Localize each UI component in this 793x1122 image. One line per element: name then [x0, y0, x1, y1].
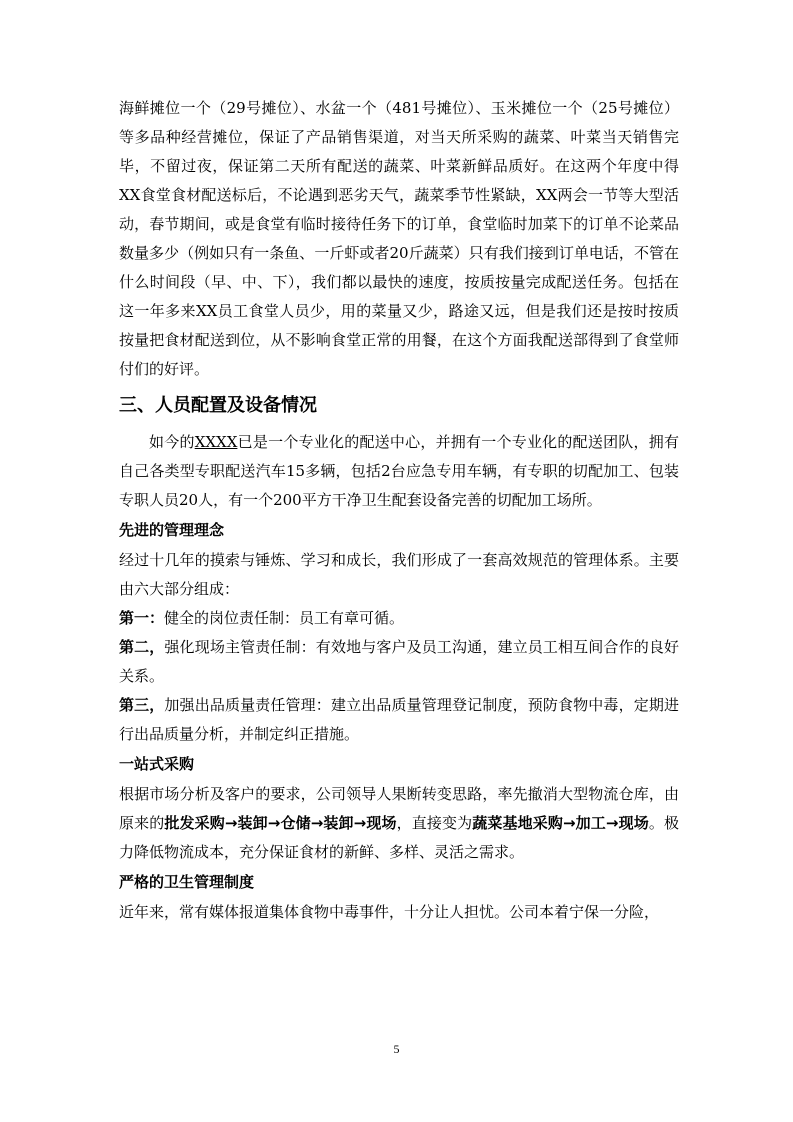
- management-item-1: 第一：健全的岗位责任制：员工有章可循。: [119, 609, 405, 627]
- intro-paragraph: 海鲜摊位一个（29号摊位）、水盆一个（481号摊位）、玉米摊位一个（25号摊位）等多品种经营摊位，保证了产品销售渠道，对当天所采购的蔬菜、叶菜当天销售完毕，不留过夜，保证第二天所有配送的蔬菜、叶菜新鲜品质好。在这两个年度中得XX食堂食材配送标后，不论遇到恶劣天气，蔬菜季节性紧缺，XX两会一节等大型活动，春节期间，或是食堂有临时接待任务下的订单，食堂临时加菜下的订单不论菜品数量多少（例如只有一条鱼、一斤虾或者20斤蔬菜）只有我们接到订单电话，不管在什么时间段（早、中、下），我们都以最快的速度，按质按量完成配送任务。包括在这一年多来XX员工食堂人员少，用的菜量又少，路途又远，但是我们还是按时按质按量把食材配送到位，从不影响食堂正常的用餐，在这个方面我配送部得到了食堂师付们的好评。: [119, 99, 679, 378]
- onestop-heading: 一站式采购: [119, 755, 195, 773]
- new-flow: 蔬菜基地采购→加工→现场: [472, 814, 649, 832]
- management-item-3: 第三，加强出品质量责任管理：建立出品质量管理登记制度，预防食物中毒，定期进行出品质量分析，并制定纠正措施。: [119, 696, 679, 743]
- hygiene-heading: 严格的卫生管理制度: [119, 873, 255, 891]
- document-page: [119, 94, 679, 927]
- hygiene-paragraph: 近年来，常有媒体报道集体食物中毒事件，十分让人担忧。公司本着宁保一分险，: [119, 903, 660, 921]
- management-heading: 先进的管理理念: [119, 521, 225, 539]
- management-item-2: 第二，强化现场主管责任制：有效地与客户及员工沟通，建立员工相互间合作的良好关系。: [119, 638, 679, 685]
- page-number: 5: [393, 1042, 400, 1056]
- staffing-paragraph: 如今的XXXX已是一个专业化的配送中心，并拥有一个专业化的配送团队，拥有自己各类型专职配送汽车15多辆，包括2台应急专用车辆，有专职的切配加工、包装专职人员20人，有一个200平方干净卫生配套设备完善的切配加工场所。: [119, 433, 679, 509]
- old-flow: 批发采购→装卸→仓储→装卸→现场: [164, 814, 397, 832]
- section-heading-staffing: 三、人员配置及设备情况: [119, 395, 317, 416]
- company-name-placeholder: XXXX: [194, 433, 238, 451]
- onestop-paragraph: 根据市场分析及客户的要求，公司领导人果断转变思路，率先撤消大型物流仓库，由原来的批发采购→装卸→仓储→装卸→现场，直接变为蔬菜基地采购→加工→现场。极力降低物流成本，充分保证食材的新鲜、多样、灵活之需求。: [119, 785, 679, 861]
- management-intro: 经过十几年的摸索与锤炼、学习和成长，我们形成了一套高效规范的管理体系。主要由六大部分组成：: [119, 551, 679, 598]
